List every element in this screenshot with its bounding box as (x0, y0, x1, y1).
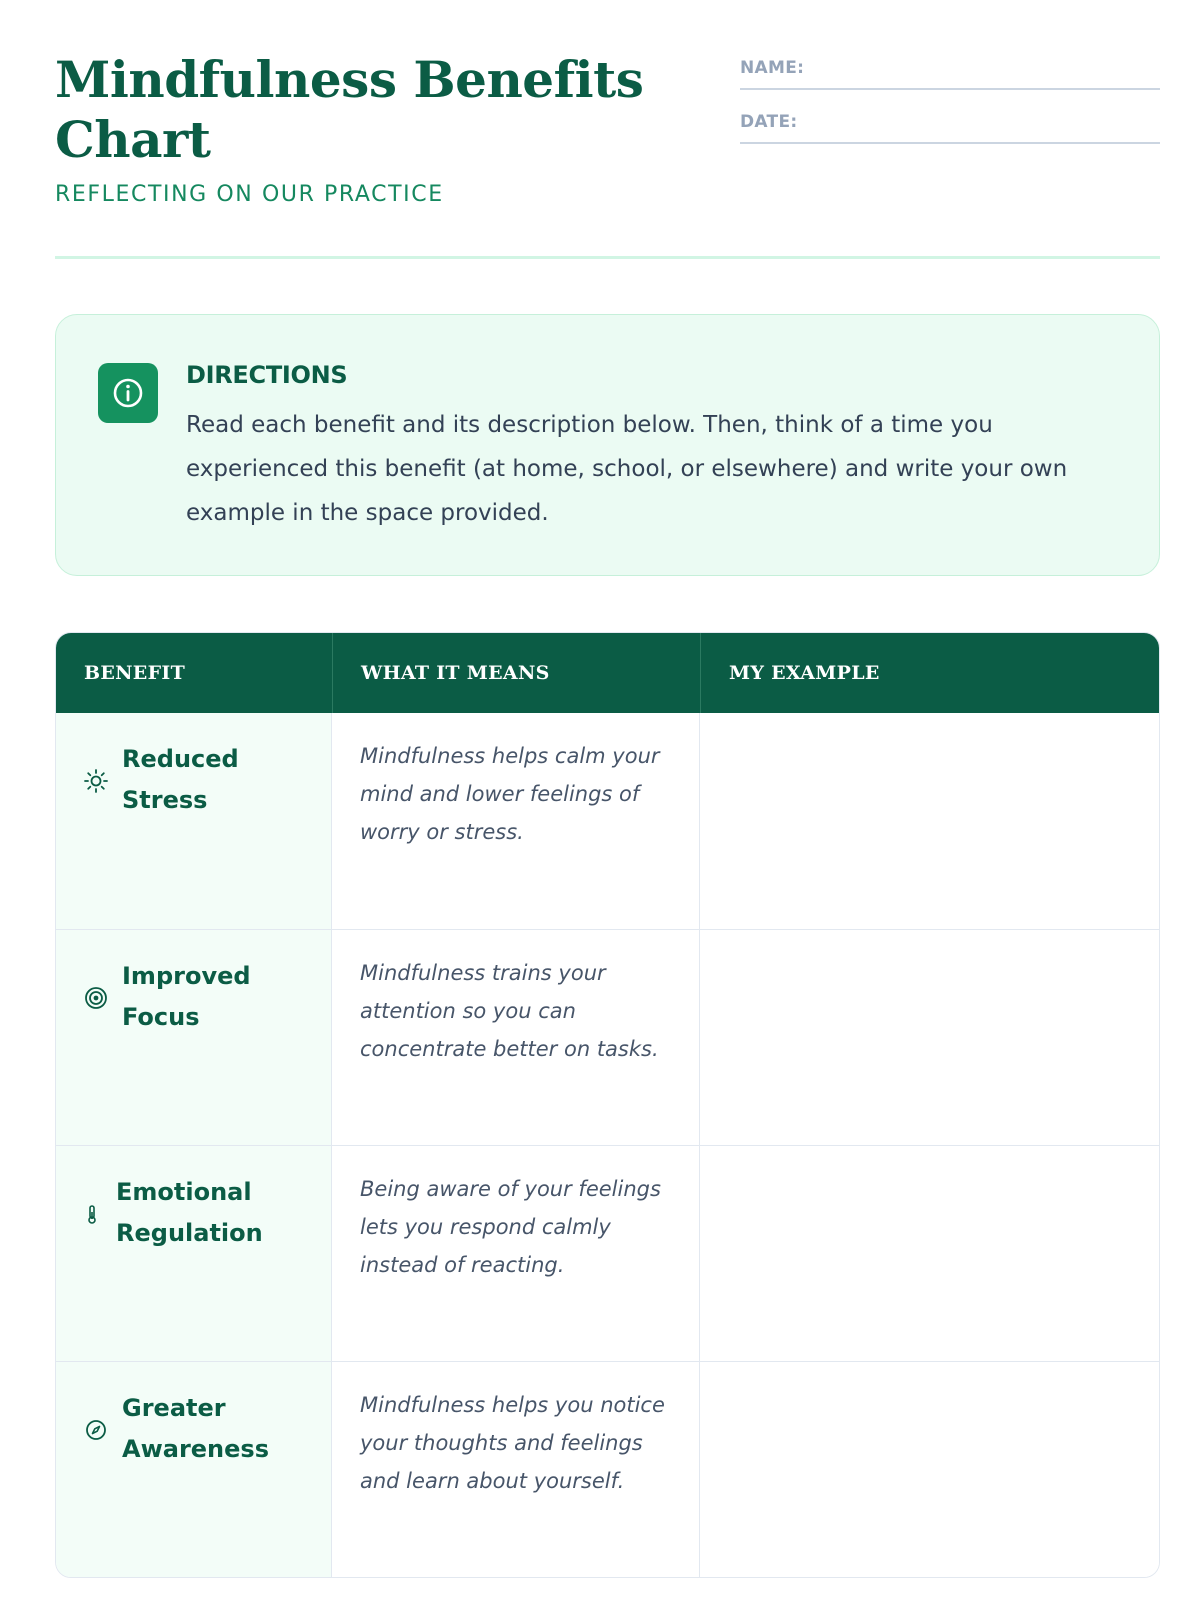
meaning-text: Mindfulness trains your attention so you can concentrate better on tasks. (360, 961, 659, 1061)
benefit-name: Improved Focus (122, 962, 251, 1031)
worksheet-page (55, 0, 1160, 1600)
table-row (56, 929, 1160, 1145)
meaning-text: Mindfulness helps you notice your thoughts and feelings and learn about yourself. (360, 1393, 665, 1493)
thermometer-icon (78, 1200, 106, 1228)
benefit-cell (56, 1146, 332, 1362)
student-info-fields (740, 54, 1160, 144)
meaning-cell (332, 1146, 700, 1362)
date-label: DATE: (740, 112, 798, 132)
example-input-cell[interactable] (700, 713, 1160, 929)
example-input-cell[interactable] (700, 1362, 1160, 1578)
meaning-text: Being aware of your feelings lets you respond calmly instead of reacting. (360, 1177, 661, 1277)
worksheet-header (55, 50, 1160, 260)
meaning-text: Mindfulness helps calm your mind and lower feelings of worry or stress. (360, 744, 660, 844)
column-header-example: MY EXAMPLE (700, 633, 1160, 713)
benefit-cell (56, 930, 332, 1146)
table-header (56, 633, 1160, 713)
meaning-cell (332, 713, 700, 929)
table-row (56, 713, 1160, 929)
directions-text: Read each benefit and its description below. Then, think of a time you experienced this benefit (at home, school, or elsewhere) and write your own example in the space provided. (186, 412, 1068, 526)
page-subtitle: REFLECTING ON OUR PRACTICE (55, 182, 444, 207)
directions-title: DIRECTIONS (186, 361, 348, 389)
benefit-name: Reduced Stress (122, 745, 239, 814)
directions-panel (55, 314, 1160, 576)
column-header-meaning: WHAT IT MEANS (332, 633, 700, 713)
compass-icon (82, 1416, 110, 1444)
table-row (56, 1145, 1160, 1361)
benefit-cell (56, 713, 332, 929)
sun-icon (82, 767, 110, 795)
example-input-cell[interactable] (700, 1146, 1160, 1362)
benefits-table (55, 632, 1160, 1578)
column-header-benefit: BENEFIT (84, 662, 186, 684)
target-icon (82, 984, 110, 1012)
page-title: Mindfulness Benefits Chart (55, 50, 644, 169)
name-label: NAME: (740, 58, 805, 78)
example-input-cell[interactable] (700, 930, 1160, 1146)
benefit-cell (56, 1362, 332, 1578)
meaning-cell (332, 930, 700, 1146)
benefit-name: Greater Awareness (122, 1394, 269, 1463)
name-field[interactable] (740, 54, 1160, 90)
benefit-name: Emotional Regulation (116, 1178, 263, 1247)
header-divider (55, 256, 1160, 259)
table-row (56, 1361, 1160, 1577)
date-field[interactable] (740, 88, 1160, 144)
info-icon (98, 363, 158, 423)
meaning-cell (332, 1362, 700, 1578)
